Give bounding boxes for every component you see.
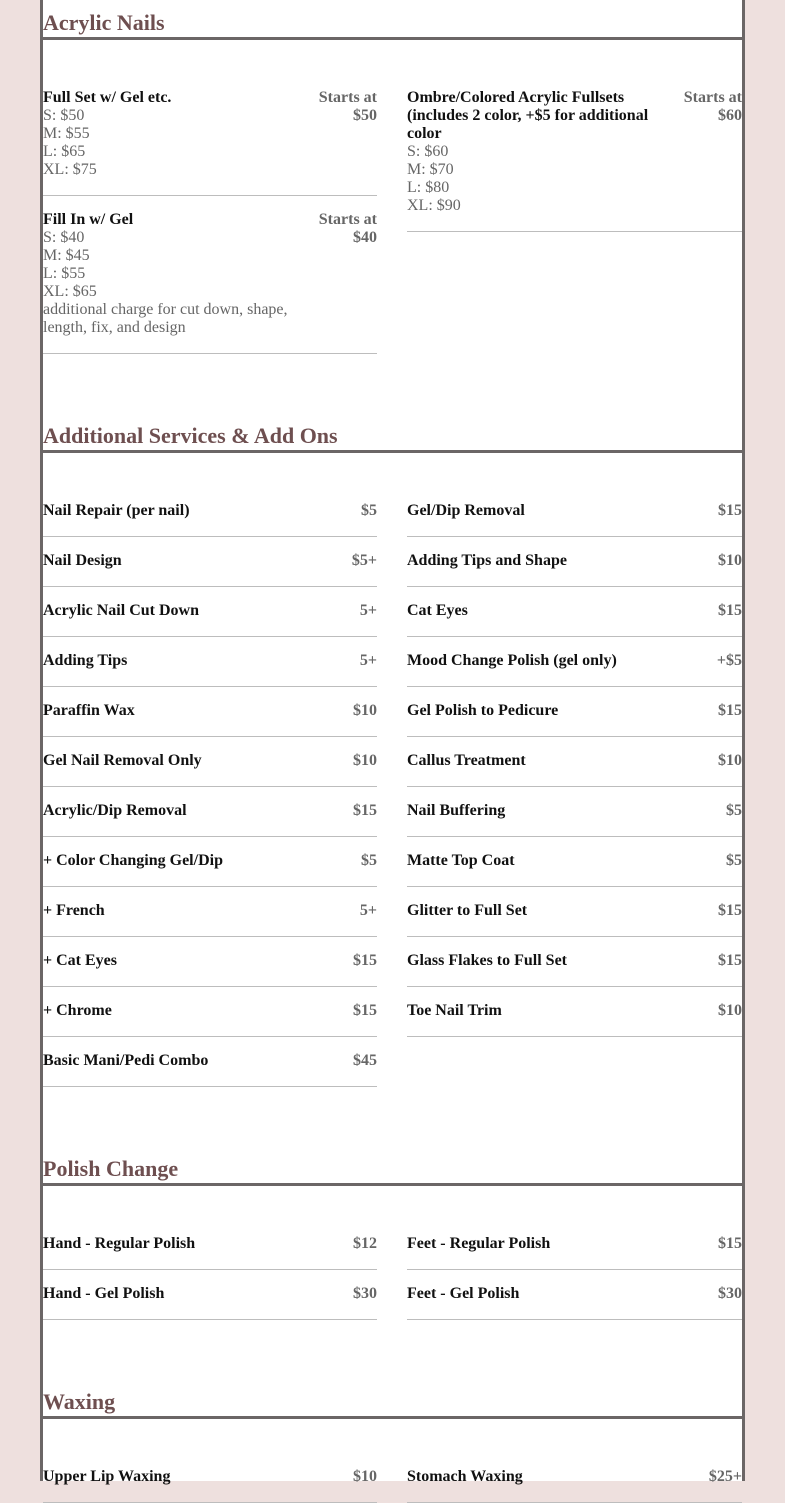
menu-section [43, 422, 742, 1087]
service-item [43, 787, 377, 837]
service-name: Feet - Regular Polish [407, 1235, 551, 1252]
menu-section [43, 1388, 742, 1503]
service-name: Stomach Waxing [407, 1468, 523, 1485]
service-item [43, 937, 377, 987]
service-info [407, 1285, 519, 1303]
service-price [353, 1468, 377, 1486]
service-info [407, 702, 558, 720]
service-detail: XL: $65 [43, 283, 97, 300]
service-item [43, 837, 377, 887]
service-info [407, 652, 617, 670]
service-info [43, 702, 135, 720]
service-name: Nail Buffering [407, 802, 506, 819]
service-info [407, 802, 505, 820]
price-line: $15 [718, 502, 742, 519]
service-name: + Color Changing Gel/Dip [43, 852, 223, 869]
service-price [360, 602, 377, 620]
service-name: Ombre/Colored Acrylic Fullsets (includes 2 color, +$5 for additional color [407, 89, 649, 142]
service-price [360, 652, 377, 670]
service-price [718, 702, 742, 720]
service-price [353, 952, 377, 970]
service-name: Acrylic Nail Cut Down [43, 602, 199, 619]
service-item [43, 987, 377, 1037]
price-menu [40, 0, 745, 1485]
service-name: Adding Tips and Shape [407, 552, 567, 569]
service-price [718, 902, 742, 920]
service-item [407, 787, 742, 837]
service-name: + Cat Eyes [43, 952, 117, 969]
service-name: Hand - Gel Polish [43, 1285, 165, 1302]
service-info [43, 1002, 112, 1020]
service-name: Hand - Regular Polish [43, 1235, 196, 1252]
service-info [407, 502, 525, 520]
section-columns [43, 1220, 742, 1320]
service-item [407, 74, 742, 232]
service-detail: S: $40 [43, 229, 85, 246]
service-name: Upper Lip Waxing [43, 1468, 171, 1485]
price-line: Starts at [318, 89, 377, 106]
price-line: $30 [353, 1285, 377, 1302]
service-info [43, 1285, 164, 1303]
service-item [43, 487, 377, 537]
price-line: $5 [726, 852, 742, 869]
service-price [353, 802, 377, 820]
service-column [43, 1453, 377, 1503]
service-info [43, 552, 122, 570]
price-line: $15 [353, 802, 377, 819]
price-line: $5 [726, 802, 742, 819]
price-line: $10 [353, 702, 377, 719]
section-title: Acrylic Nails [43, 9, 742, 40]
service-price [360, 902, 377, 920]
service-name: Glass Flakes to Full Set [407, 952, 568, 969]
service-name: + Chrome [43, 1002, 112, 1019]
service-info [43, 652, 127, 670]
service-name: Callus Treatment [407, 752, 526, 769]
service-info [407, 1235, 550, 1253]
section-title: Waxing [43, 1388, 742, 1419]
service-name: Nail Repair (per nail) [43, 502, 190, 519]
service-info [407, 1468, 523, 1486]
price-line: $15 [718, 902, 742, 919]
service-item [43, 1270, 377, 1320]
menu-section [43, 9, 742, 354]
section-columns [43, 487, 742, 1087]
price-line: $25+ [708, 1468, 742, 1485]
price-line: $10 [353, 1468, 377, 1485]
price-line: $45 [353, 1052, 377, 1069]
service-column [43, 1220, 377, 1320]
menu-section [43, 1155, 742, 1320]
price-line: +$5 [716, 652, 742, 669]
service-name: Paraffin Wax [43, 702, 135, 719]
service-name: Acrylic/Dip Removal [43, 802, 187, 819]
service-item [43, 637, 377, 687]
service-info [43, 752, 202, 770]
service-price [353, 1002, 377, 1020]
section-columns [43, 1453, 742, 1503]
service-info [407, 89, 657, 215]
service-price [718, 1285, 742, 1303]
price-line: $50 [353, 107, 377, 124]
price-line: Starts at [318, 211, 377, 228]
service-info [407, 602, 468, 620]
service-name: Nail Design [43, 552, 122, 569]
service-price [353, 752, 377, 770]
service-detail: additional charge for cut down, shape, length, fix, and design [43, 301, 288, 336]
service-price [726, 852, 742, 870]
price-line: Starts at [683, 89, 742, 106]
price-line: $15 [353, 1002, 377, 1019]
service-item [43, 74, 377, 196]
service-item [407, 1453, 742, 1503]
service-item [43, 537, 377, 587]
price-line: $10 [718, 752, 742, 769]
service-name: Gel Nail Removal Only [43, 752, 202, 769]
service-price [353, 1052, 377, 1070]
price-line: $60 [718, 107, 742, 124]
service-item [407, 487, 742, 537]
service-name: Matte Top Coat [407, 852, 515, 869]
section-title: Polish Change [43, 1155, 742, 1186]
service-info [43, 852, 223, 870]
service-column [43, 74, 377, 354]
service-price [361, 502, 377, 520]
service-name: Adding Tips [43, 652, 128, 669]
service-price [684, 89, 742, 215]
service-item [407, 937, 742, 987]
service-price [319, 211, 377, 337]
service-info [43, 502, 190, 520]
service-info [407, 852, 515, 870]
service-info [407, 752, 526, 770]
service-name: Full Set w/ Gel etc. [43, 89, 172, 106]
service-item [407, 537, 742, 587]
price-line: 5+ [359, 652, 377, 669]
service-info [43, 802, 187, 820]
service-detail: S: $60 [407, 143, 449, 160]
service-price [718, 752, 742, 770]
service-item [43, 1037, 377, 1087]
service-detail: L: $80 [407, 179, 450, 196]
service-detail: XL: $75 [43, 161, 97, 178]
price-line: $30 [718, 1285, 742, 1302]
service-info [43, 89, 171, 179]
service-price [353, 1285, 377, 1303]
service-item [43, 687, 377, 737]
service-info [407, 902, 527, 920]
service-item [407, 837, 742, 887]
service-column [407, 487, 742, 1087]
service-price [718, 502, 742, 520]
service-item [407, 737, 742, 787]
service-info [43, 952, 117, 970]
service-detail: M: $45 [43, 247, 90, 264]
service-info [43, 1235, 195, 1253]
service-name: Feet - Gel Polish [407, 1285, 520, 1302]
price-line: $10 [718, 1002, 742, 1019]
service-detail: L: $65 [43, 143, 86, 160]
service-name: Cat Eyes [407, 602, 468, 619]
service-price [353, 702, 377, 720]
section-columns [43, 74, 742, 354]
service-item [43, 1220, 377, 1270]
service-price [709, 1468, 742, 1486]
service-detail: M: $70 [407, 161, 454, 178]
service-name: Glitter to Full Set [407, 902, 528, 919]
price-line: $15 [718, 1235, 742, 1252]
price-line: $5 [361, 852, 377, 869]
price-line: $10 [718, 552, 742, 569]
price-line: $15 [353, 952, 377, 969]
price-line: $15 [718, 702, 742, 719]
service-name: Basic Mani/Pedi Combo [43, 1052, 209, 1069]
service-info [43, 211, 293, 337]
price-line: 5+ [359, 902, 377, 919]
service-column [407, 1453, 742, 1503]
service-name: Fill In w/ Gel [43, 211, 134, 228]
section-title: Additional Services & Add Ons [43, 422, 742, 453]
service-item [407, 587, 742, 637]
service-item [43, 587, 377, 637]
service-item [407, 1220, 742, 1270]
price-line: $10 [353, 752, 377, 769]
service-info [407, 952, 567, 970]
service-item [43, 1453, 377, 1503]
price-line: $15 [718, 602, 742, 619]
service-price [718, 602, 742, 620]
service-detail: M: $55 [43, 125, 90, 142]
price-line: 5+ [359, 602, 377, 619]
service-price [319, 89, 377, 179]
price-line: $5+ [351, 552, 377, 569]
service-info [43, 902, 105, 920]
service-info [407, 552, 567, 570]
service-price [361, 852, 377, 870]
service-price [718, 1002, 742, 1020]
service-price [718, 1235, 742, 1253]
service-column [43, 487, 377, 1087]
service-detail: L: $55 [43, 265, 86, 282]
service-name: Gel Polish to Pedicure [407, 702, 559, 719]
service-column [407, 74, 742, 354]
service-info [43, 602, 199, 620]
service-item [407, 1270, 742, 1320]
service-item [407, 637, 742, 687]
service-price [718, 952, 742, 970]
service-name: Toe Nail Trim [407, 1002, 502, 1019]
service-item [407, 687, 742, 737]
service-price [717, 652, 742, 670]
service-item [43, 887, 377, 937]
service-detail: S: $50 [43, 107, 85, 124]
service-info [407, 1002, 502, 1020]
service-price [726, 802, 742, 820]
service-detail: XL: $90 [407, 197, 461, 214]
price-line: $15 [718, 952, 742, 969]
service-item [407, 887, 742, 937]
price-line: $12 [353, 1235, 377, 1252]
price-line: $5 [361, 502, 377, 519]
service-name: Gel/Dip Removal [407, 502, 525, 519]
service-price [353, 1235, 377, 1253]
service-column [407, 1220, 742, 1320]
service-name: + French [43, 902, 105, 919]
service-name: Mood Change Polish (gel only) [407, 652, 617, 669]
service-item [407, 987, 742, 1037]
service-item [43, 737, 377, 787]
service-item [43, 196, 377, 354]
service-price [352, 552, 377, 570]
service-price [718, 552, 742, 570]
service-info [43, 1468, 170, 1486]
price-line: $40 [353, 229, 377, 246]
service-info [43, 1052, 208, 1070]
